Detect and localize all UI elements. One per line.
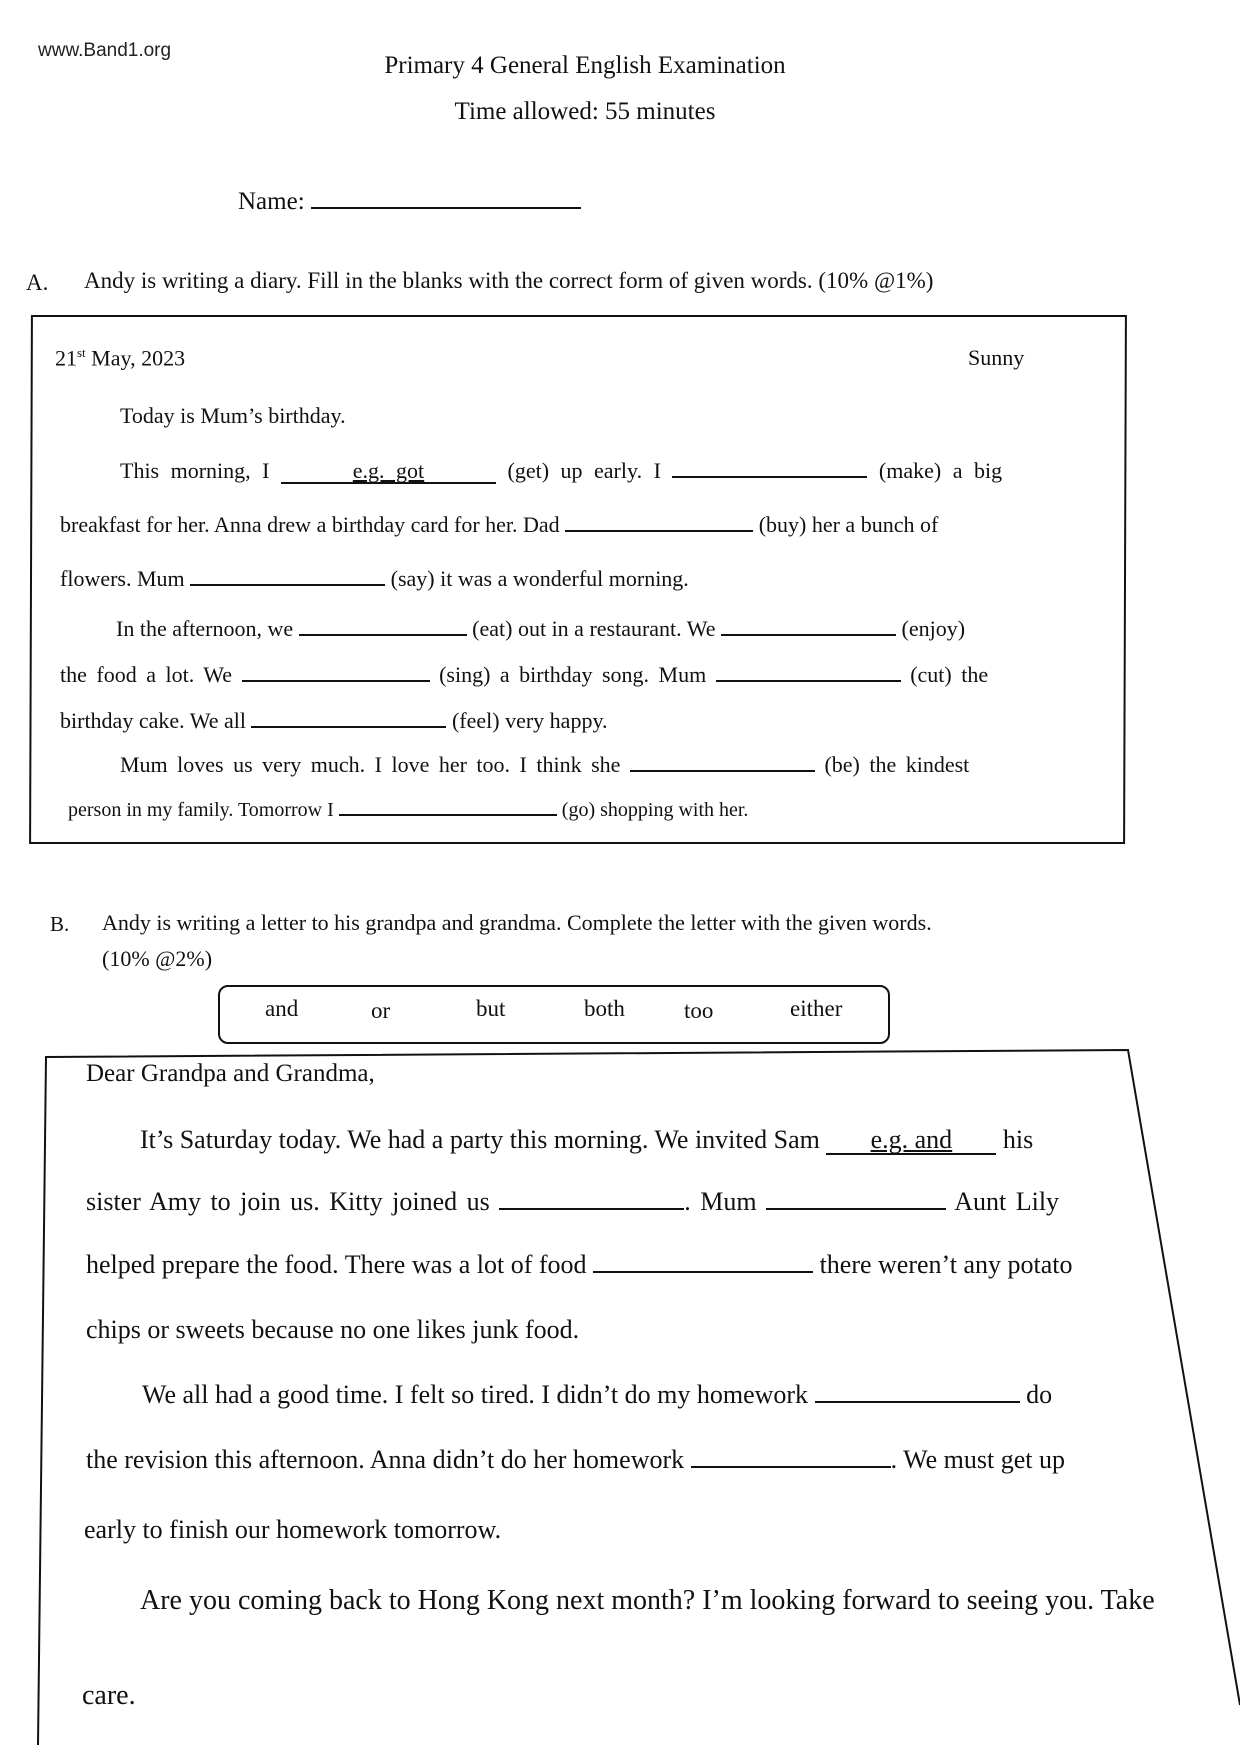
letter-line-8: Are you coming back to Hong Kong next month? I’m looking forward to seeing you. Take [140,1585,1155,1616]
diary-line-5: In the afternoon, we (eat) out in a restaurant. We (enjoy) [116,616,966,641]
word-bank-item: either [790,996,843,1021]
diary-line-1: Today is Mum’s birthday. [120,403,346,428]
section-a-label: A. [26,270,49,295]
time-allowed: Time allowed: 55 minutes [454,98,716,125]
diary-line-7: birthday cake. We all (feel) very happy. [60,708,608,733]
letter-greeting: Dear Grandpa and Grandma, [86,1060,375,1087]
diary-line-2: This morning, I e.g. got (get) up early. I (make) a big [120,458,1003,483]
blank-example-and: e.g. and [826,1127,996,1155]
letter-line-5: We all had a good time. I felt so tired. I didn’t do my homework do [142,1380,1053,1409]
blank-2[interactable] [499,1190,684,1210]
blank-3[interactable] [766,1190,946,1210]
diary-line-9: person in my family. Tomorrow I (go) shopping with her. [68,799,749,821]
letter-line-3: helped prepare the food. There was a lot of food there weren’t any potato [86,1250,1073,1279]
diary-line-6: the food a lot. We (sing) a birthday song. Mum (cut) the [60,662,989,687]
diary-line-4: flowers. Mum (say) it was a wonderful morning. [60,566,689,591]
name-label: Name: [238,188,305,215]
letter-line-7: early to finish our homework tomorrow. [84,1515,502,1544]
exam-title: Primary 4 General English Examination [384,52,786,79]
word-bank-item: too [684,998,714,1023]
watermark: www.Band1.org [38,40,172,61]
letter-line-2: sister Amy to join us. Kitty joined us . Mum Aunt Lily [86,1187,1060,1216]
word-bank-item: both [584,996,625,1021]
diary-date: 21st May, 2023 [55,345,186,371]
word-bank-item: and [265,996,299,1021]
word-bank-item: but [476,996,506,1021]
letter-line-9: care. [82,1680,136,1711]
letter-line-4: chips or sweets because no one likes junk food. [86,1315,580,1344]
letter-line-1: It’s Saturday today. We had a party this morning. We invited Sam e.g. and his [140,1125,1034,1154]
section-a-instruction: Andy is writing a diary. Fill in the blanks with the correct form of given words. (10% @1%) [84,268,934,293]
section-b-label: B. [50,912,70,936]
diary-line-8: Mum loves us very much. I love her too. I think she (be) the kindest [120,752,970,777]
word-bank-item: or [371,998,391,1023]
blank-4[interactable] [593,1253,813,1273]
blank-5[interactable] [815,1383,1020,1403]
blank-6[interactable] [691,1448,891,1468]
diary-weather: Sunny [968,345,1025,370]
letter-line-6: the revision this afternoon. Anna didn’t do her homework . We must get up [86,1445,1065,1474]
section-b-instruction: Andy is writing a letter to his grandpa and grandma. Complete the letter with the given words. [102,910,932,935]
diary-line-3: breakfast for her. Anna drew a birthday card for her. Dad (buy) her a bunch of [60,512,939,537]
blank-example-got: e.g. got [281,460,496,484]
section-b-marks: (10% @2%) [102,946,213,971]
